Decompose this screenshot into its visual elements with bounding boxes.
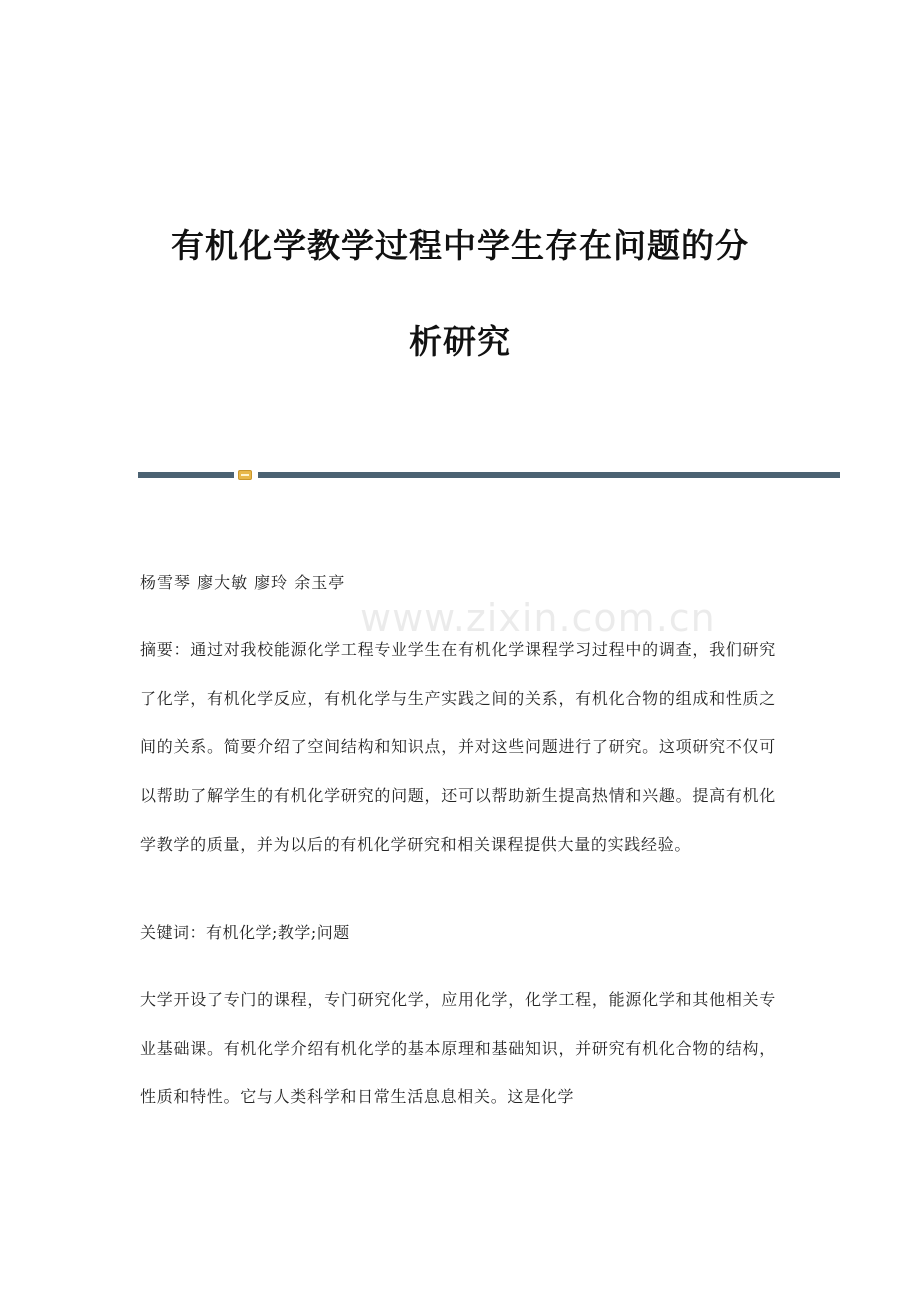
watermark: www.zixin.com.cn	[360, 596, 716, 640]
document-title-line-1: 有机化学教学过程中学生存在问题的分	[171, 226, 749, 265]
title-divider	[138, 470, 840, 480]
body-paragraph: 大学开设了专门的课程，专门研究化学，应用化学，化学工程，能源化学和其他相关专业基础课。有机化学介绍有机化学的基本原理和基础知识，并研究有机化合物的结构，性质和特性。它与人类科学和日常生活息息相关。这是化学	[140, 990, 776, 1106]
abstract: 摘要：通过对我校能源化学工程专业学生在有机化学课程学习过程中的调查，我们研究了化学，有机化学反应，有机化学与生产实践之间的关系，有机化合物的组成和性质之间的关系。简要介绍了空间结构和知识点，并对这些问题进行了研究。这项研究不仅可以帮助了解学生的有机化学研究的问题，还可以帮助新生提高热情和兴趣。提高有机化学教学的质量，并为以后的有机化学研究和相关课程提供大量的实践经验。	[140, 640, 776, 854]
divider-bar-left	[138, 472, 234, 478]
keywords: 关键词：有机化学;教学;问题	[140, 923, 350, 942]
authors: 杨雪琴 廖大敏 廖玲 余玉亭	[140, 573, 346, 592]
divider-bar-right	[258, 472, 840, 478]
document-badge-icon	[238, 470, 252, 480]
document-title-line-2: 析研究	[409, 322, 511, 361]
